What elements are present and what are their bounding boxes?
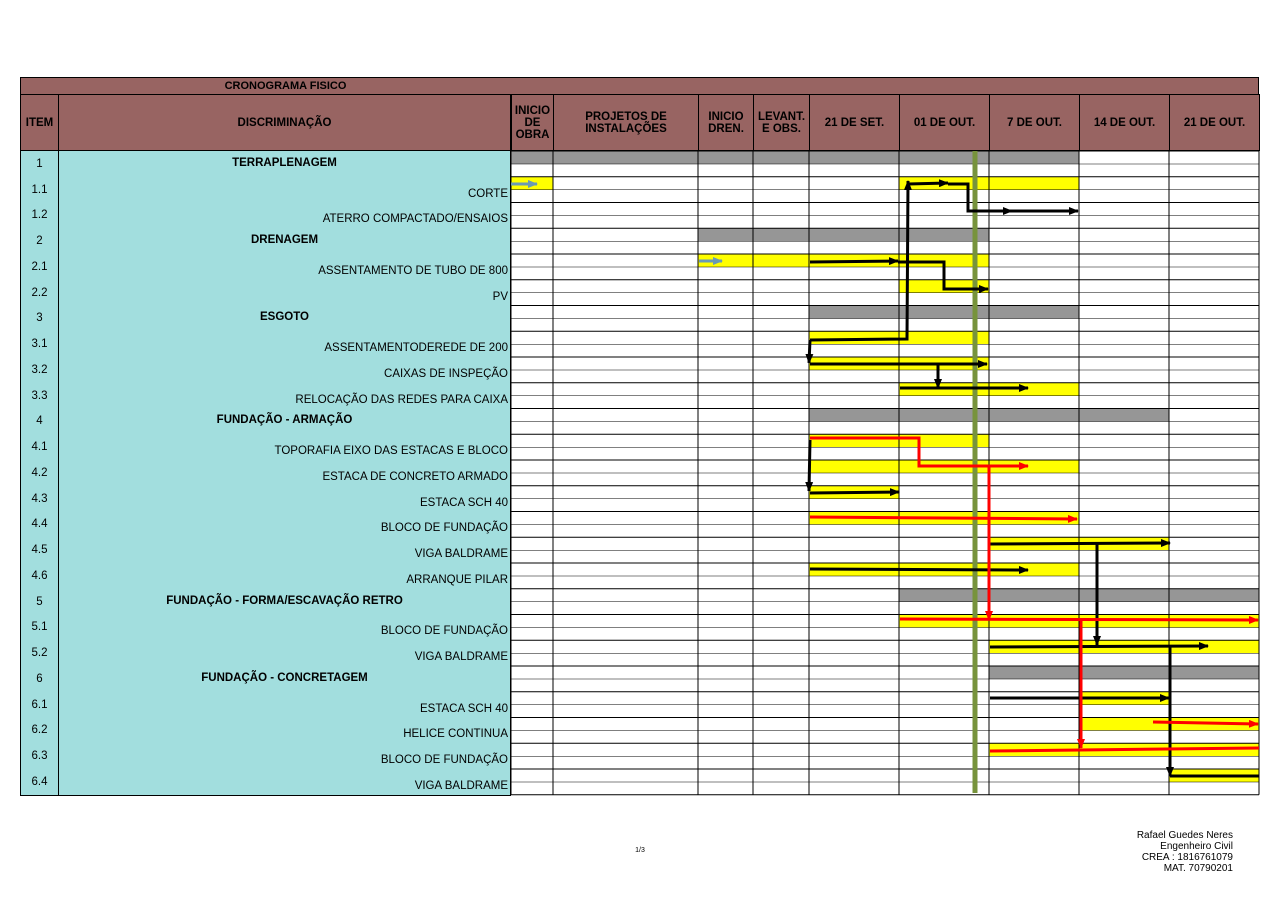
item-number-cell: 6.4 <box>20 769 59 796</box>
item-number-cell: 6 <box>20 666 59 693</box>
item-header: ITEM <box>20 94 59 151</box>
category-row-label: DRENAGEM <box>58 228 511 255</box>
summary-bar <box>989 666 1259 679</box>
item-number-cell: 4.4 <box>20 512 59 539</box>
item-number-cell: 6.3 <box>20 743 59 770</box>
task-row-label: ASSENTAMENTO DE TUBO DE 800 <box>58 254 511 281</box>
item-number-cell: 5.2 <box>20 640 59 667</box>
item-number-cell: 6.2 <box>20 718 59 745</box>
category-row-label: FUNDAÇÃO - ARMAÇÃO <box>58 409 511 436</box>
sheet-title: CRONOGRAMA FISICO <box>224 80 347 92</box>
summary-bar <box>809 306 1079 319</box>
critical-arrow <box>900 619 1258 620</box>
task-row-label: RELOCAÇÃO DAS REDES PARA CAIXA <box>58 383 511 410</box>
link-arrow <box>810 492 899 493</box>
item-number-cell: 1.2 <box>20 203 59 230</box>
period-header-line1: 21 DE OUT. <box>1183 116 1246 129</box>
task-row-label: VIGA BALDRAME <box>58 537 511 564</box>
item-number-cell: 3.3 <box>20 383 59 410</box>
item-number-cell: 4.5 <box>20 537 59 564</box>
item-number-cell: 3.2 <box>20 357 59 384</box>
period-header-line3: OBRA <box>515 128 550 141</box>
link-arrow <box>908 183 948 184</box>
link-arrow <box>810 261 898 262</box>
signature-title: Engenheiro Civil <box>1160 841 1233 852</box>
signature-mat: MAT. 70790201 <box>1163 863 1233 874</box>
task-row-label: ESTACA SCH 40 <box>58 692 511 719</box>
item-number-cell: 6.1 <box>20 692 59 719</box>
discriminacao-header: DISCRIMINAÇÃO <box>58 94 511 151</box>
item-number-cell: 4 <box>20 409 59 436</box>
item-number-cell: 4.6 <box>20 563 59 590</box>
category-row-label: ESGOTO <box>58 306 511 333</box>
task-row-label: BLOCO DE FUNDAÇÃO <box>58 743 511 770</box>
summary-bar <box>511 151 1079 164</box>
signature-name: Rafael Guedes Neres <box>1136 830 1233 841</box>
item-number-cell: 5.1 <box>20 615 59 642</box>
page-number: 1/3 <box>635 847 645 854</box>
link-arrow-down <box>809 440 810 491</box>
period-header-line1: 01 DE OUT. <box>913 116 976 129</box>
item-number-cell: 2.1 <box>20 254 59 281</box>
task-row-label: PV <box>58 280 511 307</box>
task-row-label: VIGA BALDRAME <box>58 769 511 796</box>
category-row-label: TERRAPLENAGEM <box>58 151 511 178</box>
item-number-cell: 4.1 <box>20 434 59 461</box>
period-header-line1: INICIO <box>514 104 551 117</box>
critical-arrow <box>810 517 1077 519</box>
task-row-label: CAIXAS DE INSPEÇÃO <box>58 357 511 384</box>
signature-crea: CREA : 1816761079 <box>1141 852 1233 863</box>
item-number-cell: 4.2 <box>20 460 59 487</box>
period-header-line1: PROJETOS DE <box>585 110 667 123</box>
period-header-line1: 14 DE OUT. <box>1093 116 1156 129</box>
item-number-cell: 5 <box>20 589 59 616</box>
item-number-cell: 2 <box>20 228 59 255</box>
task-row-label: ESTACA DE CONCRETO ARMADO <box>58 460 511 487</box>
task-row-label: ATERRO COMPACTADO/ENSAIOS <box>58 203 511 230</box>
task-row-label: BLOCO DE FUNDAÇÃO <box>58 512 511 539</box>
task-row-label: ESTACA SCH 40 <box>58 486 511 513</box>
task-row-label: TOPORAFIA EIXO DAS ESTACAS E BLOCO <box>58 434 511 461</box>
item-number-cell: 2.2 <box>20 280 59 307</box>
item-number-cell: 3.1 <box>20 331 59 358</box>
category-row-label: FUNDAÇÃO - FORMA/ESCAVAÇÃO RETRO <box>58 589 511 616</box>
item-number-cell: 1.1 <box>20 177 59 204</box>
summary-bar <box>698 228 989 241</box>
task-row-label: CORTE <box>58 177 511 204</box>
critical-arrow <box>1153 722 1258 724</box>
item-number-cell: 1 <box>20 151 59 178</box>
period-header-line1: 21 DE SET. <box>824 116 885 129</box>
period-header-line1: 7 DE OUT. <box>1007 116 1062 129</box>
period-header-line2: E OBS. <box>762 122 801 135</box>
period-header-line1: LEVANT. <box>757 110 806 123</box>
task-row-label: BLOCO DE FUNDAÇÃO <box>58 615 511 642</box>
link-arrow <box>810 569 1028 570</box>
task-row-label: ASSENTAMENTODEREDE DE 200 <box>58 331 511 358</box>
task-row-label: HELICE CONTINUA <box>58 718 511 745</box>
item-number-cell: 3 <box>20 306 59 333</box>
task-row-label: ARRANQUE PILAR <box>58 563 511 590</box>
signature-block <box>1060 830 1233 874</box>
task-row-label: VIGA BALDRAME <box>58 640 511 667</box>
period-header-line1: INICIO <box>708 110 744 123</box>
item-number-cell: 4.3 <box>20 486 59 513</box>
link-arrow-down <box>809 340 810 363</box>
link-arrow <box>990 646 1208 647</box>
category-row-label: FUNDAÇÃO - CONCRETAGEM <box>58 666 511 693</box>
period-header-line2: DE <box>524 116 541 129</box>
period-header-line2: INSTALAÇÕES <box>585 122 667 135</box>
link-arrow <box>990 543 1170 544</box>
period-header-line2: DREN. <box>708 122 744 135</box>
